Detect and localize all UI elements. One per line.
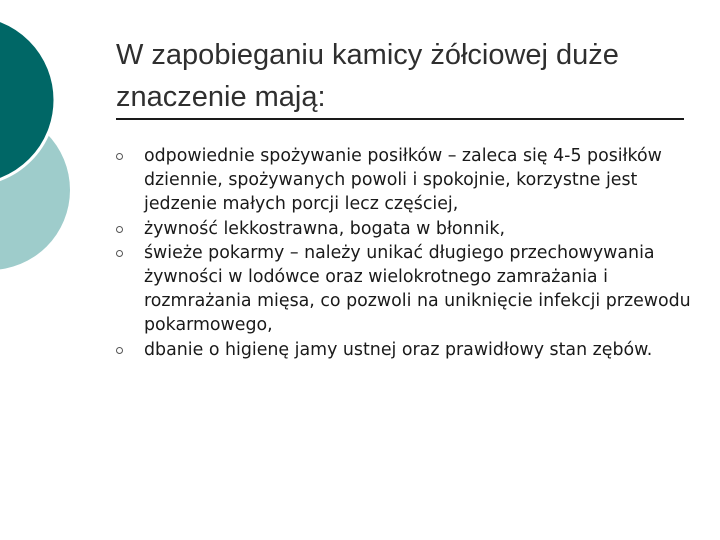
bullet-list bbox=[114, 144, 694, 362]
bullet-text: dbanie o higienę jamy ustnej oraz prawidłowy stan zębów. bbox=[144, 339, 653, 360]
title-divider bbox=[116, 118, 684, 120]
list-item bbox=[114, 144, 694, 217]
bullet-circle-icon bbox=[116, 250, 123, 257]
decorative-circles bbox=[0, 0, 80, 300]
title-line-2: znaczenie mają: bbox=[116, 81, 326, 113]
bullet-text: odpowiednie spożywanie posiłków – zaleca się 4-5 posiłków dziennie, spożywanych powoli i spokojnie, korzystne jest jedzenie małych porcji lecz częściej, bbox=[144, 146, 662, 215]
list-item bbox=[114, 241, 694, 338]
bullet-text: świeże pokarmy – należy unikać długiego przechowywania żywności w lodówce oraz wielokrotnego zamrażania i rozmrażania mięsa, co pozwoli na uniknięcie infekcji przewodu pokarmowego, bbox=[144, 242, 691, 336]
bullet-circle-icon bbox=[116, 226, 123, 233]
bullet-text: żywność lekkostrawna, bogata w błonnik, bbox=[144, 218, 506, 239]
bullet-circle-icon bbox=[116, 153, 123, 160]
bullet-circle-icon bbox=[116, 347, 123, 354]
title-line-1: W zapobieganiu kamicy żółciowej duże bbox=[116, 39, 619, 71]
list-item bbox=[114, 217, 694, 241]
list-item bbox=[114, 338, 694, 362]
slide-title bbox=[116, 34, 696, 118]
